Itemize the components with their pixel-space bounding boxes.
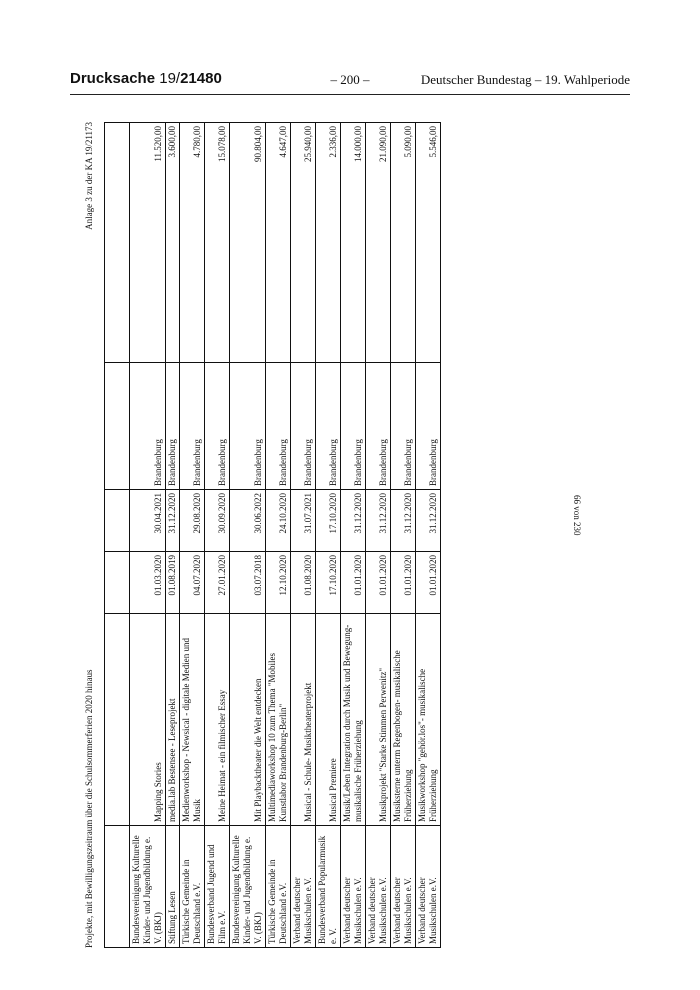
start-date-cell: 01.01.2020 <box>416 552 441 614</box>
amount-cell: 2.336,00 <box>316 123 341 363</box>
table-row <box>205 123 230 948</box>
end-date-cell: 17.10.2020 <box>316 490 341 552</box>
amount-cell: 14.000,00 <box>341 123 366 363</box>
table-row <box>316 123 341 948</box>
state-cell: Brandenburg <box>366 363 391 490</box>
project-title-cell: Multimediaworkshop 10 zum Thema "Mobiles Kunstlabor Brandenburg-Berlin" <box>266 614 291 826</box>
organization-cell: Verband deutscher Musikschulen e.V. <box>291 826 316 948</box>
table-caption: Projekte, mit Bewilligungszeitraum über die Schulsommerferien 2020 hinaus <box>84 669 94 948</box>
table-row <box>341 123 366 948</box>
table-row <box>366 123 391 948</box>
table-row <box>130 123 166 948</box>
state-cell: Brandenburg <box>205 363 230 490</box>
end-date-cell: 31.12.2020 <box>166 490 180 552</box>
end-date-cell: 30.09.2020 <box>205 490 230 552</box>
state-cell: Brandenburg <box>291 363 316 490</box>
start-date-cell: 01.01.2020 <box>341 552 366 614</box>
organization-cell: Verband deutscher Musikschulen e.V. <box>416 826 441 948</box>
project-title-cell: Medienworkshop - Newsical - digitale Medien und Musik <box>180 614 205 826</box>
page-footer: 66 von 230 <box>572 495 582 536</box>
state-cell: Brandenburg <box>230 363 266 490</box>
organization-cell: Bundesvereinigung Kulturelle Kinder- und Jugendbildung e. V. (BKJ) <box>230 826 266 948</box>
table-header-row <box>105 123 130 948</box>
end-date-cell: 30.04.2021 <box>130 490 166 552</box>
amount-cell: 21.090,00 <box>366 123 391 363</box>
state-cell: Brandenburg <box>316 363 341 490</box>
project-title-cell: Musik/Leben Integration durch Musik und Bewegung- musikalische Früherziehung <box>341 614 366 826</box>
organization-cell: Bundesverband Popularmusik e. V. <box>316 826 341 948</box>
end-date-cell: 31.12.2020 <box>341 490 366 552</box>
end-date-cell: 31.12.2020 <box>391 490 416 552</box>
amount-cell: 3.600,00 <box>166 123 180 363</box>
state-cell: Brandenburg <box>130 363 166 490</box>
start-date-cell: 01.01.2020 <box>391 552 416 614</box>
rotated-annex-page <box>84 122 546 948</box>
amount-cell: 11.520,00 <box>130 123 166 363</box>
start-date-cell: 01.08.2020 <box>291 552 316 614</box>
amount-cell: 90.804,00 <box>230 123 266 363</box>
project-title-cell: Meine Heimat - ein filmischer Essay <box>205 614 230 826</box>
end-date-cell: 31.12.2020 <box>366 490 391 552</box>
publisher: Deutscher Bundestag – 19. Wahlperiode <box>420 72 630 87</box>
project-title-cell: Musikprojekt "Starke Stimmen Perwenitz" <box>366 614 391 826</box>
organization-cell: Verband deutscher Musikschulen e.V. <box>341 826 366 948</box>
end-date-cell: 29.08.2020 <box>180 490 205 552</box>
state-cell: Brandenburg <box>166 363 180 490</box>
state-cell: Brandenburg <box>180 363 205 490</box>
organization-cell: Bundesverband Jugend und Film e.V. <box>205 826 230 948</box>
state-cell: Brandenburg <box>266 363 291 490</box>
organization-cell: Türkische Gemeinde in Deutschland e.V. <box>266 826 291 948</box>
amount-cell: 25.940,00 <box>291 123 316 363</box>
project-title-cell: Musiksterne unterm Regenbogen- musikalische Früherziehung <box>391 614 416 826</box>
organization-cell: Türkische Gemeinde in Deutschland e.V. <box>180 826 205 948</box>
end-date-cell: 30.06.2022 <box>230 490 266 552</box>
amount-cell: 5.090,00 <box>391 123 416 363</box>
amount-cell: 5.546,00 <box>416 123 441 363</box>
table-row <box>166 123 180 948</box>
project-title-cell: Musikworkshop "gehör.los"- musikalische Früherziehung <box>416 614 441 826</box>
start-date-cell: 01.01.2020 <box>366 552 391 614</box>
table-row <box>416 123 441 948</box>
page-header <box>70 68 630 95</box>
page-number: – 200 – <box>330 72 370 87</box>
organization-cell: Verband deutscher Musikschulen e.V. <box>366 826 391 948</box>
project-title-cell: Mit Playbacktheater die Welt entdecken <box>230 614 266 826</box>
state-cell: Brandenburg <box>391 363 416 490</box>
project-title-cell: Musical - Schule- Musiktheaterprojekt <box>291 614 316 826</box>
end-date-cell: 24.10.2020 <box>266 490 291 552</box>
state-cell: Brandenburg <box>416 363 441 490</box>
start-date-cell: 04.07.2020 <box>180 552 205 614</box>
document-number: Drucksache 19/21480 <box>70 70 222 87</box>
table-row <box>291 123 316 948</box>
organization-cell: Bundesvereinigung Kulturelle Kinder- und Jugendbildung e. V. (BKJ) <box>130 826 166 948</box>
end-date-cell: 31.07.2021 <box>291 490 316 552</box>
table-row <box>180 123 205 948</box>
organization-cell: Stiftung Lesen <box>166 826 180 948</box>
project-title-cell: Mapping Stories <box>130 614 166 826</box>
amount-cell: 15.078,00 <box>205 123 230 363</box>
annex-reference: Anlage 3 zu der KA 19/21173 <box>84 122 94 230</box>
start-date-cell: 01.08.2019 <box>166 552 180 614</box>
start-date-cell: 27.01.2020 <box>205 552 230 614</box>
amount-cell: 4.780,00 <box>180 123 205 363</box>
project-title-cell: Musical Premiere <box>316 614 341 826</box>
start-date-cell: 03.07.2018 <box>230 552 266 614</box>
table-row <box>391 123 416 948</box>
start-date-cell: 12.10.2020 <box>266 552 291 614</box>
projects-table <box>104 122 441 948</box>
amount-cell: 4.647,00 <box>266 123 291 363</box>
organization-cell: Verband deutscher Musikschulen e.V. <box>391 826 416 948</box>
start-date-cell: 01.03.2020 <box>130 552 166 614</box>
table-row <box>266 123 291 948</box>
end-date-cell: 31.12.2020 <box>416 490 441 552</box>
table-row <box>230 123 266 948</box>
project-title-cell: media.lab Bestensee - Leseprojekt <box>166 614 180 826</box>
start-date-cell: 17.10.2020 <box>316 552 341 614</box>
state-cell: Brandenburg <box>341 363 366 490</box>
